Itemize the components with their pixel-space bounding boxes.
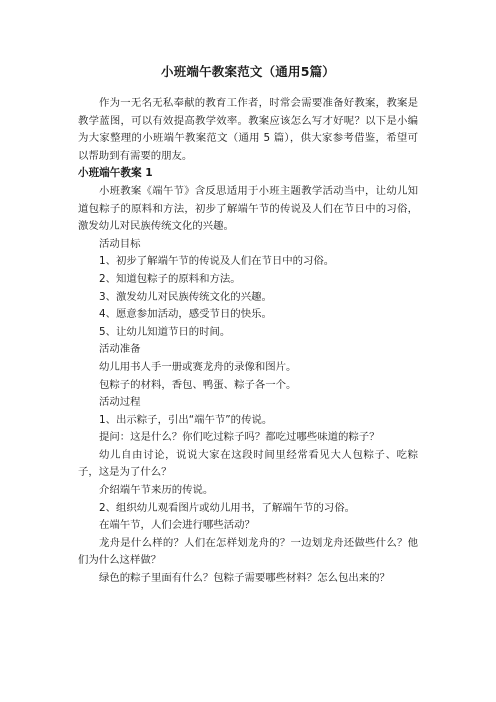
- body-paragraph: 介绍端午节来历的传说。: [99, 484, 214, 497]
- body-paragraph: 小班教案《端午节》含反思适用于小班主题教学活动当中，让幼儿知道包粽子的原料和方法，初步了解端午节的传说及人们在节日中的习俗，激发幼儿对民族传统文化的兴趣。: [78, 184, 418, 233]
- subheading-activity-process: 活动过程: [99, 396, 141, 409]
- body-paragraph: 绿色的粽子里面有什么？包粽子需要哪些材料？怎么包出来的？: [99, 572, 390, 585]
- document-title: 小班端午教案范文（通用5篇）: [161, 64, 335, 79]
- list-item: 4、愿意参加活动，感受节日的快乐。: [99, 308, 272, 321]
- document-page: [78, 64, 418, 588]
- body-paragraph: 幼儿用书人手一册或赛龙舟的录像和图片。: [99, 360, 297, 373]
- body-paragraph: 在端午节，人们会进行哪些活动？: [99, 519, 255, 532]
- intro-paragraph: 作为一无名无私奉献的教育工作者，时常会需要准备好教案，教案是教学蓝图，可以有效提高教学效率。教案应该怎么写才好呢？以下是小编为大家整理的小班端午教案范文（通用 5 篇），供大家参考借鉴，希望可以帮助到有需要的朋友。: [78, 97, 418, 162]
- body-paragraph: 龙舟是什么样的？人们在怎样划龙舟的？一边划龙舟还做些什么？他们为什么这样做？: [78, 536, 418, 567]
- subheading-activity-goals: 活动目标: [99, 237, 141, 250]
- list-item: 2、知道包粽子的原料和方法。: [99, 272, 241, 285]
- list-item: 5、让幼儿知道节日的时间。: [99, 325, 231, 338]
- body-paragraph: 幼儿自由讨论，说说大家在这段时间里经常看见大人包粽子、吃粽子，这是为了什么？: [78, 448, 418, 479]
- list-item: 2、组织幼儿观看图片或幼儿用书，了解端午节的习俗。: [99, 501, 355, 514]
- list-item: 1、初步了解端午节的传说及人们在节日中的习俗。: [99, 255, 335, 268]
- list-item: 3、激发幼儿对民族传统文化的兴趣。: [99, 290, 272, 303]
- body-paragraph: 包粽子的材料，香包、鸭蛋、粽子各一个。: [99, 378, 297, 391]
- subheading-activity-preparation: 活动准备: [99, 343, 141, 356]
- section-heading: 小班端午教案 1: [78, 167, 153, 180]
- list-item: 1、出示粽子，引出“端午节”的传说。: [99, 413, 273, 426]
- body-paragraph: 提问：这是什么？你们吃过粽子吗？都吃过哪些味道的粽子？: [99, 431, 380, 444]
